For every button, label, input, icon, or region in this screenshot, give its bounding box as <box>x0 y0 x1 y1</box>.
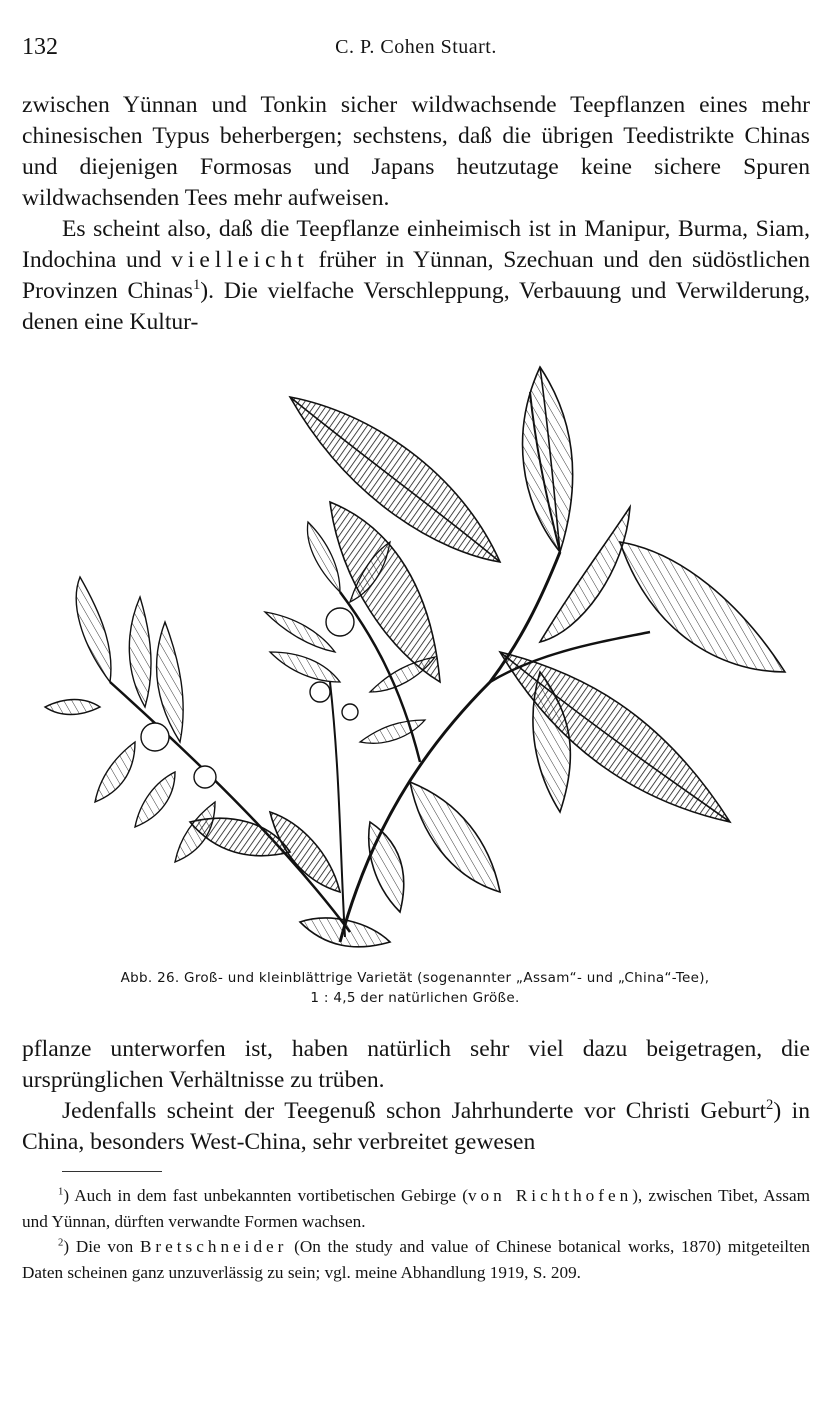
paragraph-tea-use <box>22 1096 810 1158</box>
text-run: ). Die vielfache Verschleppung, Verbauung und Verwilderung, denen eine Kultur- <box>22 278 810 335</box>
text-run: (On the study and value of Chinese botanical works, 1870) mitgeteilten Daten scheinen ganz unzuverlässig zu sein; vgl. meine Abhandlung 1919, S. 209. <box>22 1237 810 1282</box>
paragraph-origin <box>22 214 810 338</box>
text-run: Es scheint also, daß die Teepflanze einheimisch ist in Manipur, Burma, Siam, Indochina und <box>22 216 810 273</box>
caption-line: Abb. 26. Groß- und kleinblättrige Varietät (sogenannter „Assam“- und „China“-Tee), <box>120 970 710 986</box>
spaced-emphasis: von Richthofen <box>467 1186 633 1205</box>
text-run: ) Auch in dem fast unbekannten vortibetischen Gebirge ( <box>63 1186 468 1205</box>
figure-caption <box>30 968 800 1008</box>
page-number: 132 <box>22 34 58 60</box>
running-head: C. P. Cohen Stuart. <box>335 36 497 58</box>
caption-line: 1 : 4,5 der natürlichen Größe. <box>310 990 520 1006</box>
tea-plant-figure <box>40 352 800 962</box>
footnote-marker: 1 <box>58 1186 64 1198</box>
spaced-emphasis: Bretschneider <box>139 1237 288 1256</box>
tea-plant-illustration-icon <box>40 352 800 962</box>
paragraph-continuation: zwischen Yünnan und Tonkin sicher wildwachsende Teepflanzen eines mehr chinesischen Typus beherbergen; sechstens, daß die übrigen Teedistrikte Chinas und diejenigen Formosas und Japans heutzutage keine sichere Spuren wildwachsenden Tees mehr aufweisen. <box>22 92 810 211</box>
footnote-2 <box>22 1234 810 1285</box>
footnote-marker: 2 <box>58 1237 64 1249</box>
text-run: ), zwischen Tibet, Assam und Yünnan, dürften verwandte Formen wachsen. <box>22 1186 810 1231</box>
spaced-emphasis: vielleicht <box>171 247 309 273</box>
page-header <box>22 34 810 64</box>
bottom-text-block <box>22 1034 810 1158</box>
text-run: ) Die von <box>63 1237 140 1256</box>
paragraph-continuation: pflanze unterworfen ist, haben natürlich sehr viel dazu beigetragen, die ursprünglichen Verhältnisse zu trüben. <box>22 1036 810 1093</box>
footnote-ref[interactable]: 1 <box>192 277 201 294</box>
top-text-block <box>22 90 810 338</box>
footnote-1 <box>22 1183 810 1234</box>
text-run: früher in Yünnan, Szechuan und den südöstlichen Provinzen Chinas <box>22 247 811 304</box>
footnotes <box>22 1183 810 1285</box>
footnote-ref[interactable]: 2 <box>766 1097 774 1114</box>
footnote-separator <box>62 1171 162 1172</box>
text-run: ) in China, besonders West-China, sehr verbreitet gewesen <box>22 1098 810 1155</box>
text-run: Jedenfalls scheint der Teegenuß schon Jahrhunderte vor Christi Geburt <box>62 1098 767 1124</box>
